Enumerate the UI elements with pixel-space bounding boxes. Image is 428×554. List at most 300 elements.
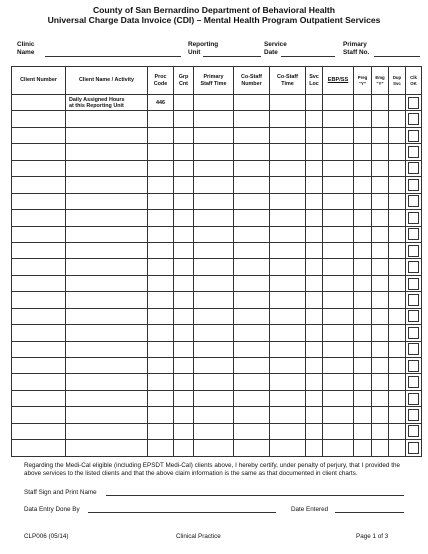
cell-co-staff-time[interactable] [270, 210, 306, 226]
cell-svc-loc[interactable] [306, 242, 323, 258]
cell-grp-cnt[interactable] [174, 292, 194, 308]
cell-proc-code[interactable] [148, 193, 174, 209]
cell-emg[interactable] [372, 144, 389, 160]
cell-grp-cnt[interactable] [174, 358, 194, 374]
clk-ok-checkbox[interactable] [408, 425, 419, 437]
cell-svc-loc[interactable] [306, 390, 323, 406]
cell-co-staff-number[interactable] [234, 144, 270, 160]
cell-primary-staff-time[interactable] [194, 407, 234, 423]
cell-grp-cnt[interactable] [174, 341, 194, 357]
cell-ebp-ss[interactable] [323, 341, 354, 357]
cell-proc-code[interactable] [148, 407, 174, 423]
cell-dup-svc[interactable] [389, 242, 406, 258]
cell-co-staff-time[interactable] [270, 390, 306, 406]
cell-primary-staff-time[interactable] [194, 95, 234, 111]
cell-client-name-activity[interactable] [66, 259, 148, 275]
cell-ebp-ss[interactable] [323, 226, 354, 242]
cell-clk-ok[interactable] [406, 95, 422, 111]
cell-co-staff-time[interactable] [270, 407, 306, 423]
clk-ok-checkbox[interactable] [408, 97, 419, 109]
cell-dup-svc[interactable] [389, 259, 406, 275]
cell-client-number[interactable] [12, 111, 66, 127]
cell-grp-cnt[interactable] [174, 390, 194, 406]
cell-clk-ok[interactable] [406, 193, 422, 209]
cell-dup-svc[interactable] [389, 341, 406, 357]
cell-proc-code[interactable] [148, 111, 174, 127]
cell-client-number[interactable] [12, 292, 66, 308]
cell-preg[interactable] [354, 374, 372, 390]
cell-primary-staff-time[interactable] [194, 127, 234, 143]
cell-ebp-ss[interactable] [323, 423, 354, 439]
cell-preg[interactable] [354, 95, 372, 111]
cell-clk-ok[interactable] [406, 160, 422, 176]
cell-client-name-activity[interactable] [66, 374, 148, 390]
cell-svc-loc[interactable] [306, 292, 323, 308]
cell-proc-code[interactable] [148, 259, 174, 275]
cell-proc-code[interactable] [148, 308, 174, 324]
clk-ok-checkbox[interactable] [408, 294, 419, 306]
cell-preg[interactable] [354, 358, 372, 374]
clk-ok-checkbox[interactable] [408, 327, 419, 339]
cell-svc-loc[interactable] [306, 325, 323, 341]
cell-dup-svc[interactable] [389, 374, 406, 390]
cell-clk-ok[interactable] [406, 423, 422, 439]
cell-primary-staff-time[interactable] [194, 423, 234, 439]
cell-emg[interactable] [372, 111, 389, 127]
primary-staff-field[interactable] [374, 56, 420, 57]
cell-co-staff-number[interactable] [234, 292, 270, 308]
cell-grp-cnt[interactable] [174, 275, 194, 291]
cell-primary-staff-time[interactable] [194, 341, 234, 357]
cell-client-number[interactable] [12, 259, 66, 275]
cell-emg[interactable] [372, 374, 389, 390]
cell-dup-svc[interactable] [389, 325, 406, 341]
cell-preg[interactable] [354, 259, 372, 275]
cell-ebp-ss[interactable] [323, 292, 354, 308]
cell-co-staff-time[interactable] [270, 226, 306, 242]
cell-svc-loc[interactable] [306, 210, 323, 226]
cell-clk-ok[interactable] [406, 127, 422, 143]
cell-preg[interactable] [354, 144, 372, 160]
cell-preg[interactable] [354, 111, 372, 127]
cell-svc-loc[interactable] [306, 95, 323, 111]
cell-co-staff-number[interactable] [234, 308, 270, 324]
cell-clk-ok[interactable] [406, 407, 422, 423]
cell-grp-cnt[interactable] [174, 407, 194, 423]
cell-proc-code[interactable] [148, 325, 174, 341]
cell-co-staff-time[interactable] [270, 177, 306, 193]
cell-grp-cnt[interactable] [174, 325, 194, 341]
cell-client-name-activity[interactable] [66, 177, 148, 193]
cell-co-staff-number[interactable] [234, 160, 270, 176]
cell-dup-svc[interactable] [389, 390, 406, 406]
cell-preg[interactable] [354, 177, 372, 193]
cell-ebp-ss[interactable] [323, 374, 354, 390]
cell-grp-cnt[interactable] [174, 144, 194, 160]
cell-grp-cnt[interactable] [174, 423, 194, 439]
cell-preg[interactable] [354, 308, 372, 324]
cell-client-name-activity[interactable] [66, 325, 148, 341]
cell-preg[interactable] [354, 242, 372, 258]
cell-co-staff-number[interactable] [234, 390, 270, 406]
cell-preg[interactable] [354, 341, 372, 357]
cell-clk-ok[interactable] [406, 177, 422, 193]
cell-proc-code[interactable] [148, 177, 174, 193]
cell-client-number[interactable] [12, 160, 66, 176]
cell-co-staff-number[interactable] [234, 423, 270, 439]
cell-co-staff-number[interactable] [234, 358, 270, 374]
cell-emg[interactable] [372, 341, 389, 357]
cell-co-staff-time[interactable] [270, 308, 306, 324]
cell-co-staff-number[interactable] [234, 193, 270, 209]
cell-client-number[interactable] [12, 210, 66, 226]
cell-proc-code[interactable] [148, 358, 174, 374]
cell-primary-staff-time[interactable] [194, 226, 234, 242]
cell-emg[interactable] [372, 210, 389, 226]
reporting-unit-field[interactable] [203, 56, 261, 57]
cell-client-name-activity[interactable] [66, 407, 148, 423]
cell-client-number[interactable] [12, 358, 66, 374]
cell-ebp-ss[interactable] [323, 259, 354, 275]
cell-grp-cnt[interactable] [174, 226, 194, 242]
cell-svc-loc[interactable] [306, 341, 323, 357]
cell-co-staff-number[interactable] [234, 177, 270, 193]
cell-clk-ok[interactable] [406, 374, 422, 390]
cell-svc-loc[interactable] [306, 275, 323, 291]
cell-grp-cnt[interactable] [174, 193, 194, 209]
cell-ebp-ss[interactable] [323, 358, 354, 374]
cell-client-number[interactable] [12, 423, 66, 439]
cell-grp-cnt[interactable] [174, 440, 194, 456]
cell-preg[interactable] [354, 275, 372, 291]
cell-co-staff-number[interactable] [234, 242, 270, 258]
cell-clk-ok[interactable] [406, 325, 422, 341]
cell-primary-staff-time[interactable] [194, 374, 234, 390]
cell-client-name-activity[interactable] [66, 390, 148, 406]
cell-ebp-ss[interactable] [323, 95, 354, 111]
cell-preg[interactable] [354, 127, 372, 143]
cell-proc-code[interactable] [148, 341, 174, 357]
cell-preg[interactable] [354, 210, 372, 226]
cell-grp-cnt[interactable] [174, 259, 194, 275]
cell-co-staff-time[interactable] [270, 341, 306, 357]
cell-emg[interactable] [372, 226, 389, 242]
cell-proc-code[interactable] [148, 440, 174, 456]
cell-proc-code[interactable] [148, 242, 174, 258]
cell-svc-loc[interactable] [306, 127, 323, 143]
clk-ok-checkbox[interactable] [408, 146, 419, 158]
clk-ok-checkbox[interactable] [408, 212, 419, 224]
cell-svc-loc[interactable] [306, 423, 323, 439]
clinic-name-field[interactable] [45, 56, 181, 57]
cell-emg[interactable] [372, 160, 389, 176]
cell-ebp-ss[interactable] [323, 127, 354, 143]
clk-ok-checkbox[interactable] [408, 278, 419, 290]
clk-ok-checkbox[interactable] [408, 409, 419, 421]
cell-svc-loc[interactable] [306, 144, 323, 160]
cell-ebp-ss[interactable] [323, 325, 354, 341]
cell-dup-svc[interactable] [389, 210, 406, 226]
clk-ok-checkbox[interactable] [408, 179, 419, 191]
cell-dup-svc[interactable] [389, 226, 406, 242]
cell-co-staff-time[interactable] [270, 423, 306, 439]
cell-primary-staff-time[interactable] [194, 259, 234, 275]
cell-client-number[interactable] [12, 193, 66, 209]
service-date-field[interactable] [281, 56, 335, 57]
cell-client-name-activity[interactable] [66, 160, 148, 176]
cell-client-name-activity[interactable] [66, 226, 148, 242]
cell-clk-ok[interactable] [406, 111, 422, 127]
cell-grp-cnt[interactable] [174, 160, 194, 176]
cell-co-staff-number[interactable] [234, 407, 270, 423]
cell-preg[interactable] [354, 390, 372, 406]
cell-client-number[interactable] [12, 374, 66, 390]
cell-preg[interactable] [354, 407, 372, 423]
cell-co-staff-time[interactable] [270, 160, 306, 176]
cell-client-name-activity[interactable] [66, 341, 148, 357]
cell-dup-svc[interactable] [389, 144, 406, 160]
cell-preg[interactable] [354, 160, 372, 176]
cell-emg[interactable] [372, 259, 389, 275]
cell-client-number[interactable] [12, 407, 66, 423]
clk-ok-checkbox[interactable] [408, 343, 419, 355]
cell-primary-staff-time[interactable] [194, 177, 234, 193]
cell-proc-code[interactable] [148, 374, 174, 390]
cell-svc-loc[interactable] [306, 358, 323, 374]
cell-co-staff-time[interactable] [270, 325, 306, 341]
cell-grp-cnt[interactable] [174, 95, 194, 111]
data-entry-field[interactable] [88, 512, 276, 513]
cell-client-name-activity[interactable] [66, 440, 148, 456]
cell-co-staff-time[interactable] [270, 111, 306, 127]
cell-primary-staff-time[interactable] [194, 193, 234, 209]
cell-client-number[interactable] [12, 308, 66, 324]
cell-preg[interactable] [354, 292, 372, 308]
cell-primary-staff-time[interactable] [194, 111, 234, 127]
cell-dup-svc[interactable] [389, 193, 406, 209]
cell-proc-code[interactable] [148, 160, 174, 176]
cell-proc-code[interactable] [148, 210, 174, 226]
cell-emg[interactable] [372, 308, 389, 324]
cell-dup-svc[interactable] [389, 95, 406, 111]
cell-grp-cnt[interactable] [174, 308, 194, 324]
cell-ebp-ss[interactable] [323, 177, 354, 193]
cell-dup-svc[interactable] [389, 292, 406, 308]
cell-grp-cnt[interactable] [174, 127, 194, 143]
cell-ebp-ss[interactable] [323, 242, 354, 258]
clk-ok-checkbox[interactable] [408, 393, 419, 405]
cell-client-name-activity[interactable] [66, 275, 148, 291]
cell-dup-svc[interactable] [389, 160, 406, 176]
cell-co-staff-time[interactable] [270, 275, 306, 291]
cell-grp-cnt[interactable] [174, 242, 194, 258]
cell-co-staff-number[interactable] [234, 374, 270, 390]
cell-ebp-ss[interactable] [323, 440, 354, 456]
cell-primary-staff-time[interactable] [194, 275, 234, 291]
cell-co-staff-number[interactable] [234, 210, 270, 226]
cell-svc-loc[interactable] [306, 226, 323, 242]
cell-emg[interactable] [372, 423, 389, 439]
cell-clk-ok[interactable] [406, 440, 422, 456]
cell-proc-code[interactable] [148, 144, 174, 160]
cell-proc-code[interactable] [148, 275, 174, 291]
cell-primary-staff-time[interactable] [194, 325, 234, 341]
cell-ebp-ss[interactable] [323, 193, 354, 209]
cell-primary-staff-time[interactable] [194, 160, 234, 176]
cell-clk-ok[interactable] [406, 358, 422, 374]
cell-emg[interactable] [372, 177, 389, 193]
cell-emg[interactable] [372, 127, 389, 143]
cell-preg[interactable] [354, 325, 372, 341]
cell-dup-svc[interactable] [389, 358, 406, 374]
cell-co-staff-time[interactable] [270, 95, 306, 111]
cell-ebp-ss[interactable] [323, 111, 354, 127]
cell-co-staff-time[interactable] [270, 193, 306, 209]
cell-grp-cnt[interactable] [174, 177, 194, 193]
cell-emg[interactable] [372, 440, 389, 456]
cell-ebp-ss[interactable] [323, 308, 354, 324]
cell-client-name-activity[interactable] [66, 144, 148, 160]
cell-client-number[interactable] [12, 390, 66, 406]
cell-client-name-activity[interactable] [66, 111, 148, 127]
cell-proc-code[interactable] [148, 390, 174, 406]
cell-co-staff-number[interactable] [234, 275, 270, 291]
cell-clk-ok[interactable] [406, 242, 422, 258]
cell-dup-svc[interactable] [389, 275, 406, 291]
cell-proc-code[interactable] [148, 292, 174, 308]
cell-co-staff-time[interactable] [270, 292, 306, 308]
cell-grp-cnt[interactable] [174, 210, 194, 226]
cell-client-number[interactable] [12, 144, 66, 160]
cell-co-staff-number[interactable] [234, 127, 270, 143]
clk-ok-checkbox[interactable] [408, 261, 419, 273]
cell-emg[interactable] [372, 275, 389, 291]
cell-co-staff-time[interactable] [270, 374, 306, 390]
cell-emg[interactable] [372, 407, 389, 423]
cell-svc-loc[interactable] [306, 308, 323, 324]
clk-ok-checkbox[interactable] [408, 376, 419, 388]
cell-client-number[interactable] [12, 95, 66, 111]
cell-clk-ok[interactable] [406, 341, 422, 357]
cell-primary-staff-time[interactable] [194, 292, 234, 308]
cell-svc-loc[interactable] [306, 259, 323, 275]
cell-svc-loc[interactable] [306, 440, 323, 456]
staff-sign-field[interactable] [106, 495, 404, 496]
cell-client-number[interactable] [12, 325, 66, 341]
cell-client-name-activity[interactable] [66, 127, 148, 143]
cell-client-name-activity[interactable] [66, 308, 148, 324]
cell-dup-svc[interactable] [389, 308, 406, 324]
cell-ebp-ss[interactable] [323, 390, 354, 406]
cell-svc-loc[interactable] [306, 177, 323, 193]
cell-grp-cnt[interactable] [174, 111, 194, 127]
cell-co-staff-number[interactable] [234, 95, 270, 111]
cell-client-number[interactable] [12, 177, 66, 193]
cell-ebp-ss[interactable] [323, 407, 354, 423]
cell-client-number[interactable] [12, 242, 66, 258]
cell-co-staff-number[interactable] [234, 259, 270, 275]
clk-ok-checkbox[interactable] [408, 310, 419, 322]
cell-clk-ok[interactable] [406, 308, 422, 324]
cell-client-number[interactable] [12, 341, 66, 357]
cell-emg[interactable] [372, 95, 389, 111]
cell-co-staff-number[interactable] [234, 111, 270, 127]
cell-primary-staff-time[interactable] [194, 390, 234, 406]
cell-primary-staff-time[interactable] [194, 358, 234, 374]
clk-ok-checkbox[interactable] [408, 360, 419, 372]
cell-client-name-activity[interactable] [66, 193, 148, 209]
cell-proc-code[interactable] [148, 127, 174, 143]
cell-grp-cnt[interactable] [174, 374, 194, 390]
cell-clk-ok[interactable] [406, 259, 422, 275]
cell-clk-ok[interactable] [406, 292, 422, 308]
clk-ok-checkbox[interactable] [408, 130, 419, 142]
cell-co-staff-time[interactable] [270, 440, 306, 456]
cell-co-staff-number[interactable] [234, 226, 270, 242]
cell-ebp-ss[interactable] [323, 210, 354, 226]
cell-svc-loc[interactable] [306, 193, 323, 209]
cell-co-staff-number[interactable] [234, 440, 270, 456]
cell-primary-staff-time[interactable] [194, 440, 234, 456]
clk-ok-checkbox[interactable] [408, 195, 419, 207]
cell-client-number[interactable] [12, 275, 66, 291]
cell-svc-loc[interactable] [306, 407, 323, 423]
cell-emg[interactable] [372, 242, 389, 258]
cell-svc-loc[interactable] [306, 160, 323, 176]
cell-preg[interactable] [354, 440, 372, 456]
cell-clk-ok[interactable] [406, 210, 422, 226]
cell-client-name-activity[interactable] [66, 358, 148, 374]
cell-proc-code[interactable] [148, 226, 174, 242]
cell-emg[interactable] [372, 193, 389, 209]
cell-co-staff-number[interactable] [234, 325, 270, 341]
cell-co-staff-time[interactable] [270, 358, 306, 374]
cell-emg[interactable] [372, 292, 389, 308]
clk-ok-checkbox[interactable] [408, 245, 419, 257]
clk-ok-checkbox[interactable] [408, 162, 419, 174]
clk-ok-checkbox[interactable] [408, 113, 419, 125]
cell-primary-staff-time[interactable] [194, 242, 234, 258]
cell-preg[interactable] [354, 423, 372, 439]
cell-co-staff-time[interactable] [270, 144, 306, 160]
cell-client-number[interactable] [12, 440, 66, 456]
cell-preg[interactable] [354, 226, 372, 242]
cell-co-staff-time[interactable] [270, 127, 306, 143]
cell-svc-loc[interactable] [306, 374, 323, 390]
cell-dup-svc[interactable] [389, 127, 406, 143]
cell-client-number[interactable] [12, 127, 66, 143]
cell-preg[interactable] [354, 193, 372, 209]
cell-emg[interactable] [372, 390, 389, 406]
cell-co-staff-time[interactable] [270, 259, 306, 275]
cell-client-name-activity[interactable] [66, 292, 148, 308]
cell-emg[interactable] [372, 358, 389, 374]
cell-emg[interactable] [372, 325, 389, 341]
cell-dup-svc[interactable] [389, 423, 406, 439]
cell-svc-loc[interactable] [306, 111, 323, 127]
cell-clk-ok[interactable] [406, 275, 422, 291]
cell-client-name-activity[interactable] [66, 210, 148, 226]
cell-client-number[interactable] [12, 226, 66, 242]
cell-ebp-ss[interactable] [323, 144, 354, 160]
cell-primary-staff-time[interactable] [194, 308, 234, 324]
cell-co-staff-number[interactable] [234, 341, 270, 357]
cell-ebp-ss[interactable] [323, 160, 354, 176]
cell-ebp-ss[interactable] [323, 275, 354, 291]
cell-client-name-activity[interactable] [66, 242, 148, 258]
cell-primary-staff-time[interactable] [194, 144, 234, 160]
cell-clk-ok[interactable] [406, 144, 422, 160]
